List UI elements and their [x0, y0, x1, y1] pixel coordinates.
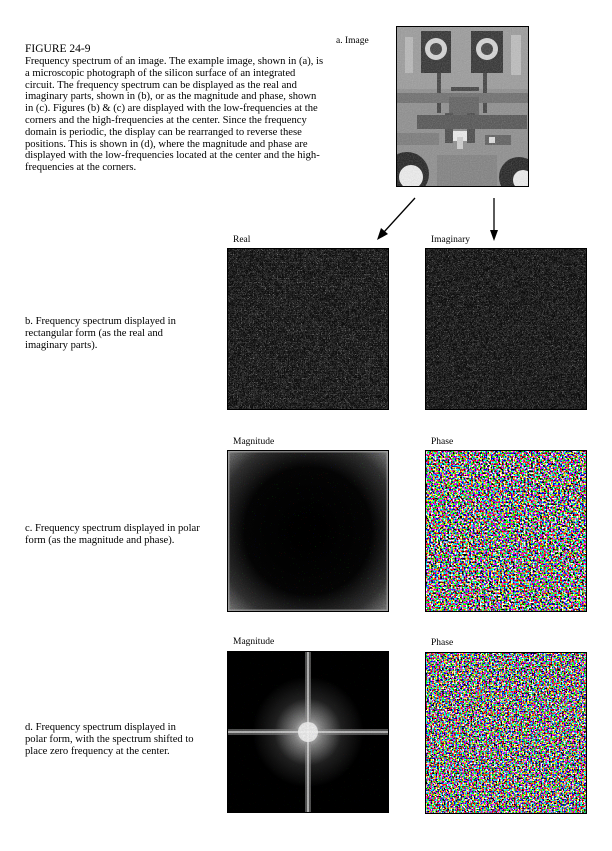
magnitude-label-c: Magnitude: [233, 437, 275, 447]
description-b: b. Frequency spectrum displayed in rectangular form (as the real and imaginary parts).: [25, 316, 176, 351]
arrow-to-real: [384, 198, 415, 232]
magnitude-spectrum-centered: [227, 651, 389, 813]
arrow-to-imaginary-head: [490, 230, 498, 241]
phase-corners-noise: [426, 451, 586, 611]
imaginary-label: Imaginary: [431, 235, 471, 245]
magnitude-corners-drawing: [228, 451, 388, 611]
magnitude-centered-drawing: [228, 652, 388, 812]
flow-arrows: [0, 0, 612, 260]
phase-centered-noise: [426, 653, 586, 813]
description-c: c. Frequency spectrum displayed in polar form (as the magnitude and phase).: [25, 523, 200, 546]
real-spectrum-noise: [228, 249, 388, 409]
imaginary-spectrum: [425, 248, 587, 410]
figure-number: FIGURE 24-9: [25, 43, 91, 55]
phase-spectrum-corners: [425, 450, 587, 612]
magnitude-spectrum-corners: [227, 450, 389, 612]
phase-label-c: Phase: [431, 437, 454, 447]
description-d: d. Frequency spectrum displayed in polar form, with the spectrum shifted to place zero frequency at the center.: [25, 722, 194, 757]
imaginary-spectrum-noise: [426, 249, 586, 409]
phase-spectrum-centered: [425, 652, 587, 814]
image-label: a. Image: [336, 36, 369, 46]
phase-label-d: Phase: [431, 638, 454, 648]
real-label: Real: [233, 235, 251, 245]
magnitude-label-d: Magnitude: [233, 637, 275, 647]
real-spectrum: [227, 248, 389, 410]
figure-caption: Frequency spectrum of an image. The example image, shown in (a), is a microscopic photograph of the silicon surface of an integrated circuit. The frequency spectrum can be displayed as the real and imaginary parts, shown in (b), or as the magnitude and phase, shown in (c). Figures (b) & (c) are displayed with the low-frequencies at the corners and the high-frequencies at the center. Since the frequency domain is periodic, the display can be rearranged to reverse these positions. This is shown in (d), where the magnitude and phase are displayed with the low-frequencies located at the center and the high-frequencies at the corners.: [25, 56, 324, 174]
